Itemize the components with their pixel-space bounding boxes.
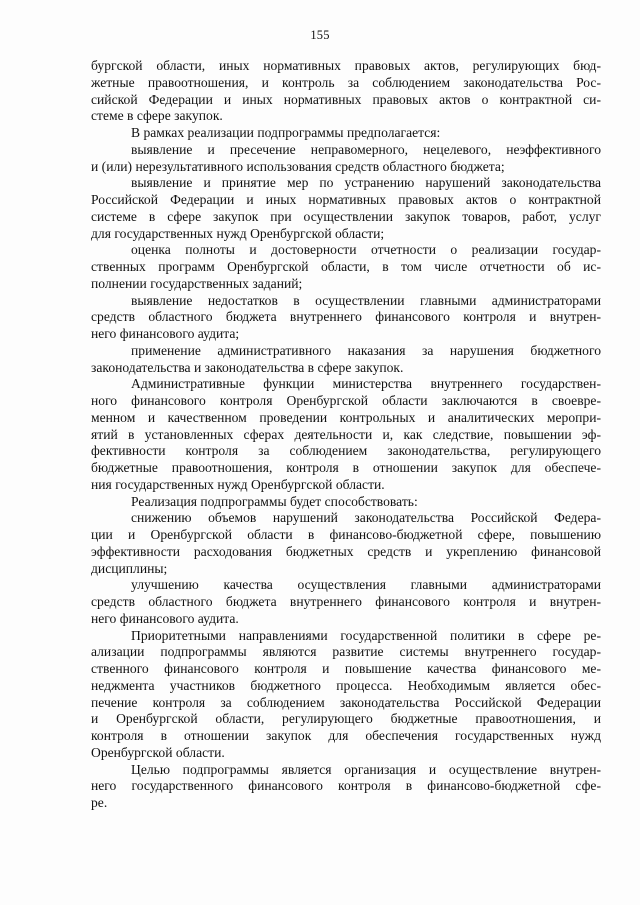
text-line: Реализация подпрограммы будет способствовать: [131,493,418,509]
text-line: ного финансового контроля Оренбургской области заключаются в своевре- [91,393,601,408]
text-line: стеме в сфере закупок. [91,108,223,124]
text-line: полнении государственных заданий; [91,275,303,291]
text-line: выявление и пресечение неправомерного, нецелевого, неэффективного [131,141,601,157]
text-line: средств областного бюджета внутреннего финансового контроля и внутрен- [91,309,601,325]
text-line: ятий в установленных сферах деятельности и, как следствие, повышении эф- [91,426,601,442]
text-line: бургской области, иных нормативных правовых актов, регулирующих бюд- [91,58,601,73]
text-line: него государственного финансового контроля в финансово-бюджетной сфе- [91,778,601,794]
text-line: фективности контроля за соблюдением законодательства, регулирующего [91,443,601,459]
text-line: печение контроля за соблюдением законодательства Российской Федерации [91,694,601,710]
text-line: эффективности расходования бюджетных средств и укреплению финансовой [91,543,601,559]
text-line: Административные функции министерства внутреннего государствен- [131,376,601,392]
text-line: сийской Федерации и иных нормативных правовых актов о контрактной си- [91,91,601,107]
text-line: Целью подпрограммы является организация и осуществление внутрен- [131,761,601,777]
text-line: для государственных нужд Оренбургской области; [91,225,385,241]
text-line: Российской Федерации и иных нормативных правовых актов о контрактной [91,192,601,207]
text-line: и (или) нерезультативного использования средств областного бюджета; [91,158,505,174]
document-body [91,58,601,812]
text-line: ре. [91,795,108,810]
text-line: улучшению качества осуществления главными администраторами [131,577,601,593]
text-line: ственных программ Оренбургской области, в том числе отчетности об ис- [91,259,601,274]
text-line: контроля в отношении закупок для обеспечения государственных нужд [91,728,601,743]
text-line: ственного финансового контроля и повышение качества финансового ме- [91,661,601,676]
text-line: Оренбургской области. [91,744,225,760]
text-line: бюджетные правоотношения, контроля в отношении закупок для обеспече- [91,460,601,475]
text-line: средств областного бюджета внутреннего финансового контроля и внутрен- [91,594,601,609]
text-line: выявление и принятие мер по устранению нарушений законодательства [131,175,601,191]
text-line: жетные правоотношения, и контроль за соблюдением законодательства Рос- [91,74,601,90]
text-line: и Оренбургской области, регулирующего бюджетные правоотношения, и [91,711,601,727]
text-line: оценка полноты и достоверности отчетности о реализации государ- [131,242,601,258]
text-line: него финансового аудита; [91,326,240,341]
text-line: неджмента участников бюджетного процесса. Необходимым является обес- [91,677,601,693]
text-line: выявление недостатков в осуществлении главными администраторами [131,292,601,308]
text-line: ализации подпрограммы являются развитие системы внутреннего государ- [91,644,601,660]
text-line: Приоритетными направлениями государственной политики в сфере ре- [131,627,601,643]
text-line: ции и Оренбургской области в финансово-бюджетной сфере, повышению [91,527,601,542]
text-line: него финансового аудита. [91,610,239,626]
text-line: В рамках реализации подпрограммы предполагается: [131,125,441,140]
text-line: менном и качественном проведении контрольных и аналитических меропри- [91,409,601,425]
text-line: снижению объемов нарушений законодательства Российской Федера- [131,510,601,526]
text-line: системе в сфере закупок при осуществлении закупок товаров, работ, услуг [91,208,601,224]
text-line: дисциплины; [91,560,168,576]
page-number: 155 [310,28,330,42]
text-line: применение административного наказания за нарушения бюджетного [131,342,601,358]
text-line: ния государственных нужд Оренбургской области. [91,476,385,492]
text-line: законодательства и законодательства в сфере закупок. [91,359,404,375]
